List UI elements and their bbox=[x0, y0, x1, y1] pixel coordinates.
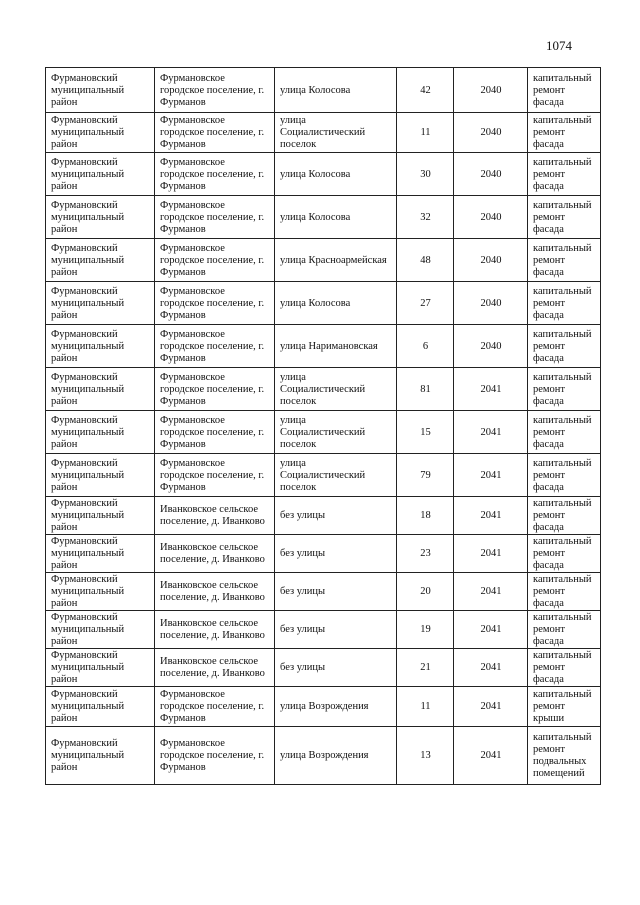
house-number-cell-text: 27 bbox=[420, 297, 431, 309]
table-row bbox=[46, 153, 601, 196]
district-cell-text: Фурмановский муниципальный район bbox=[51, 285, 125, 321]
district-cell bbox=[46, 153, 155, 196]
year-cell-text: 2041 bbox=[480, 586, 502, 597]
work-type-cell-text: капитальный ремонт фасада bbox=[533, 650, 592, 685]
work-type-cell-text: капитальный ремонт подвальных помещений bbox=[533, 732, 592, 779]
street-cell bbox=[275, 535, 397, 573]
year-cell bbox=[454, 282, 528, 325]
work-type-cell-text: капитальный ремонт фасада bbox=[533, 414, 592, 450]
street-cell bbox=[275, 153, 397, 196]
house-number-cell-text: 18 bbox=[420, 510, 431, 521]
year-cell-text: 2041 bbox=[480, 469, 502, 481]
district-cell-text: Фурмановский муниципальный район bbox=[51, 328, 125, 364]
district-cell bbox=[46, 113, 155, 153]
street-cell bbox=[275, 325, 397, 368]
work-type-cell bbox=[528, 687, 601, 727]
settlement-cell bbox=[155, 535, 275, 573]
year-cell bbox=[454, 239, 528, 282]
district-cell-text: Фурмановский муниципальный район bbox=[51, 72, 125, 108]
settlement-cell bbox=[155, 454, 275, 497]
year-cell-text: 2040 bbox=[480, 168, 502, 180]
house-number-cell-text: 15 bbox=[420, 426, 431, 438]
settlement-cell bbox=[155, 68, 275, 113]
settlement-cell bbox=[155, 687, 275, 727]
work-type-cell-text: капитальный ремонт фасада bbox=[533, 498, 592, 533]
work-type-cell bbox=[528, 239, 601, 282]
table-row bbox=[46, 239, 601, 282]
district-cell-text: Фурмановский муниципальный район bbox=[51, 738, 125, 773]
year-cell-text: 2041 bbox=[480, 750, 502, 761]
work-type-cell bbox=[528, 649, 601, 687]
street-cell bbox=[275, 282, 397, 325]
year-cell bbox=[454, 325, 528, 368]
table-row bbox=[46, 325, 601, 368]
house-number-cell-text: 79 bbox=[420, 469, 431, 481]
settlement-cell bbox=[155, 113, 275, 153]
table-row bbox=[46, 497, 601, 535]
house-number-cell bbox=[397, 649, 454, 687]
district-cell-text: Фурмановский муниципальный район bbox=[51, 199, 125, 235]
district-cell-text: Фурмановский муниципальный район bbox=[51, 156, 125, 192]
settlement-cell bbox=[155, 573, 275, 611]
year-cell-text: 2041 bbox=[480, 383, 502, 395]
district-cell-text: Фурмановский муниципальный район bbox=[51, 536, 125, 571]
house-number-cell-text: 11 bbox=[420, 701, 431, 712]
settlement-cell bbox=[155, 153, 275, 196]
settlement-cell-text: Фурмановское городское поселение, г. Фурманов bbox=[160, 689, 265, 724]
settlement-cell bbox=[155, 282, 275, 325]
year-cell-text: 2041 bbox=[480, 662, 502, 673]
house-number-cell bbox=[397, 113, 454, 153]
house-number-cell bbox=[397, 573, 454, 611]
house-number-cell-text: 13 bbox=[420, 750, 431, 761]
street-cell-text: без улицы bbox=[280, 510, 326, 521]
work-type-cell bbox=[528, 325, 601, 368]
street-cell bbox=[275, 454, 397, 497]
work-type-cell bbox=[528, 196, 601, 239]
work-type-cell bbox=[528, 727, 601, 785]
district-cell bbox=[46, 497, 155, 535]
year-cell bbox=[454, 573, 528, 611]
settlement-cell-text: Фурмановское городское поселение, г. Фурманов bbox=[160, 285, 265, 321]
settlement-cell-text: Фурмановское городское поселение, г. Фурманов bbox=[160, 156, 265, 192]
street-cell-text: без улицы bbox=[280, 548, 326, 559]
street-cell bbox=[275, 497, 397, 535]
year-cell bbox=[454, 727, 528, 785]
street-cell-text: улица Социалистический поселок bbox=[280, 371, 366, 407]
street-cell-text: улица Наримановская bbox=[280, 340, 378, 352]
year-cell bbox=[454, 497, 528, 535]
work-type-cell-text: капитальный ремонт крыши bbox=[533, 689, 592, 724]
work-type-cell-text: капитальный ремонт фасада bbox=[533, 115, 592, 150]
year-cell bbox=[454, 687, 528, 727]
settlement-cell bbox=[155, 239, 275, 282]
house-number-cell-text: 11 bbox=[420, 127, 431, 138]
house-number-cell-text: 32 bbox=[420, 211, 431, 223]
table-row bbox=[46, 573, 601, 611]
settlement-cell bbox=[155, 611, 275, 649]
table-row bbox=[46, 113, 601, 153]
street-cell-text: улица Колосова bbox=[280, 84, 351, 96]
settlement-cell bbox=[155, 649, 275, 687]
district-cell bbox=[46, 239, 155, 282]
settlement-cell bbox=[155, 196, 275, 239]
work-type-cell-text: капитальный ремонт фасада bbox=[533, 536, 592, 571]
year-cell-text: 2040 bbox=[480, 340, 502, 352]
house-number-cell bbox=[397, 687, 454, 727]
settlement-cell-text: Фурмановское городское поселение, г. Фурманов bbox=[160, 414, 265, 450]
district-cell bbox=[46, 325, 155, 368]
page-number: 1074 bbox=[546, 38, 572, 53]
settlement-cell bbox=[155, 325, 275, 368]
table-row bbox=[46, 649, 601, 687]
work-type-cell-text: капитальный ремонт фасада bbox=[533, 612, 592, 647]
year-cell-text: 2041 bbox=[480, 624, 502, 635]
year-cell-text: 2040 bbox=[480, 254, 502, 266]
district-cell bbox=[46, 368, 155, 411]
house-number-cell bbox=[397, 454, 454, 497]
house-number-cell bbox=[397, 368, 454, 411]
settlement-cell-text: Фурмановское городское поселение, г. Фурманов bbox=[160, 457, 265, 493]
work-type-cell bbox=[528, 611, 601, 649]
table-row bbox=[46, 282, 601, 325]
house-number-cell-text: 30 bbox=[420, 168, 431, 180]
district-cell-text: Фурмановский муниципальный район bbox=[51, 689, 125, 724]
work-type-cell bbox=[528, 368, 601, 411]
street-cell bbox=[275, 727, 397, 785]
work-type-cell bbox=[528, 68, 601, 113]
settlement-cell-text: Фурмановское городское поселение, г. Фурманов bbox=[160, 328, 265, 364]
street-cell-text: улица Социалистический поселок bbox=[280, 115, 366, 150]
house-number-cell bbox=[397, 239, 454, 282]
street-cell bbox=[275, 411, 397, 454]
settlement-cell bbox=[155, 411, 275, 454]
work-type-cell bbox=[528, 573, 601, 611]
street-cell-text: улица Возрождения bbox=[280, 750, 369, 761]
district-cell bbox=[46, 282, 155, 325]
settlement-cell-text: Фурмановское городское поселение, г. Фурманов bbox=[160, 115, 265, 150]
street-cell bbox=[275, 68, 397, 113]
year-cell bbox=[454, 196, 528, 239]
table-row bbox=[46, 368, 601, 411]
year-cell-text: 2041 bbox=[480, 548, 502, 559]
year-cell-text: 2040 bbox=[480, 297, 502, 309]
street-cell bbox=[275, 239, 397, 282]
year-cell bbox=[454, 153, 528, 196]
district-cell bbox=[46, 611, 155, 649]
house-number-cell bbox=[397, 325, 454, 368]
settlement-cell bbox=[155, 497, 275, 535]
work-type-cell bbox=[528, 113, 601, 153]
table-row bbox=[46, 535, 601, 573]
work-type-cell bbox=[528, 282, 601, 325]
settlement-cell-text: Фурмановское городское поселение, г. Фурманов bbox=[160, 738, 265, 773]
street-cell-text: улица Колосова bbox=[280, 211, 351, 223]
year-cell bbox=[454, 68, 528, 113]
table-row bbox=[46, 687, 601, 727]
street-cell bbox=[275, 573, 397, 611]
work-type-cell bbox=[528, 153, 601, 196]
district-cell-text: Фурмановский муниципальный район bbox=[51, 574, 125, 609]
year-cell-text: 2040 bbox=[480, 127, 502, 138]
house-number-cell bbox=[397, 282, 454, 325]
district-cell bbox=[46, 411, 155, 454]
year-cell bbox=[454, 368, 528, 411]
settlement-cell-text: Иванковское сельское поселение, д. Иванково bbox=[160, 656, 265, 679]
street-cell bbox=[275, 368, 397, 411]
district-cell-text: Фурмановский муниципальный район bbox=[51, 242, 125, 278]
work-type-cell-text: капитальный ремонт фасада bbox=[533, 371, 592, 407]
settlement-cell-text: Фурмановское городское поселение, г. Фурманов bbox=[160, 242, 265, 278]
district-cell bbox=[46, 196, 155, 239]
house-number-cell bbox=[397, 196, 454, 239]
house-number-cell bbox=[397, 153, 454, 196]
work-type-cell-text: капитальный ремонт фасада bbox=[533, 156, 592, 192]
table-row bbox=[46, 196, 601, 239]
street-cell-text: без улицы bbox=[280, 586, 326, 597]
work-type-cell-text: капитальный ремонт фасада bbox=[533, 457, 592, 493]
house-number-cell-text: 6 bbox=[422, 340, 429, 352]
year-cell bbox=[454, 411, 528, 454]
house-number-cell-text: 23 bbox=[420, 548, 431, 559]
work-type-cell bbox=[528, 497, 601, 535]
district-cell-text: Фурмановский муниципальный район bbox=[51, 650, 125, 685]
work-type-cell bbox=[528, 535, 601, 573]
district-cell bbox=[46, 649, 155, 687]
street-cell bbox=[275, 611, 397, 649]
district-cell bbox=[46, 535, 155, 573]
year-cell bbox=[454, 454, 528, 497]
table-row bbox=[46, 611, 601, 649]
settlement-cell-text: Иванковское сельское поселение, д. Иванково bbox=[160, 618, 265, 641]
district-cell-text: Фурмановский муниципальный район bbox=[51, 498, 125, 533]
district-cell bbox=[46, 573, 155, 611]
year-cell-text: 2040 bbox=[480, 84, 502, 96]
district-cell-text: Фурмановский муниципальный район bbox=[51, 371, 125, 407]
house-number-cell bbox=[397, 727, 454, 785]
house-number-cell-text: 19 bbox=[420, 624, 431, 635]
house-number-cell-text: 48 bbox=[420, 254, 431, 266]
house-number-cell-text: 21 bbox=[420, 662, 431, 673]
year-cell-text: 2041 bbox=[480, 701, 502, 712]
work-type-cell-text: капитальный ремонт фасада bbox=[533, 242, 592, 278]
district-cell bbox=[46, 727, 155, 785]
house-number-cell bbox=[397, 497, 454, 535]
district-cell-text: Фурмановский муниципальный район bbox=[51, 115, 125, 150]
house-number-cell bbox=[397, 68, 454, 113]
district-cell bbox=[46, 687, 155, 727]
work-type-cell-text: капитальный ремонт фасада bbox=[533, 328, 592, 364]
year-cell-text: 2041 bbox=[480, 510, 502, 521]
street-cell-text: без улицы bbox=[280, 624, 326, 635]
district-cell-text: Фурмановский муниципальный район bbox=[51, 457, 125, 493]
street-cell-text: улица Социалистический поселок bbox=[280, 414, 366, 450]
street-cell bbox=[275, 687, 397, 727]
street-cell-text: улица Красноармейская bbox=[280, 254, 387, 266]
house-number-cell-text: 20 bbox=[420, 586, 431, 597]
street-cell-text: улица Возрождения bbox=[280, 701, 369, 712]
year-cell-text: 2041 bbox=[480, 426, 502, 438]
settlement-cell-text: Фурмановское городское поселение, г. Фурманов bbox=[160, 199, 265, 235]
table-row bbox=[46, 68, 601, 113]
house-number-cell bbox=[397, 535, 454, 573]
district-cell bbox=[46, 454, 155, 497]
work-type-cell-text: капитальный ремонт фасада bbox=[533, 199, 592, 235]
settlement-cell bbox=[155, 727, 275, 785]
work-type-cell bbox=[528, 454, 601, 497]
year-cell bbox=[454, 113, 528, 153]
work-type-cell-text: капитальный ремонт фасада bbox=[533, 285, 592, 321]
street-cell bbox=[275, 649, 397, 687]
house-number-cell bbox=[397, 411, 454, 454]
settlement-cell-text: Иванковское сельское поселение, д. Иванково bbox=[160, 504, 265, 527]
street-cell-text: без улицы bbox=[280, 662, 326, 673]
work-type-cell bbox=[528, 411, 601, 454]
year-cell-text: 2040 bbox=[480, 211, 502, 223]
settlement-cell-text: Иванковское сельское поселение, д. Иванково bbox=[160, 580, 265, 603]
settlement-cell-text: Фурмановское городское поселение, г. Фурманов bbox=[160, 371, 265, 407]
settlement-cell-text: Фурмановское городское поселение, г. Фурманов bbox=[160, 72, 265, 108]
table-row bbox=[46, 411, 601, 454]
house-number-cell bbox=[397, 611, 454, 649]
work-type-cell-text: капитальный ремонт фасада bbox=[533, 574, 592, 609]
settlement-cell-text: Иванковское сельское поселение, д. Иванково bbox=[160, 542, 265, 565]
year-cell bbox=[454, 535, 528, 573]
work-type-cell-text: капитальный ремонт фасада bbox=[533, 72, 592, 108]
housing-repair-table bbox=[45, 67, 601, 785]
street-cell-text: улица Колосова bbox=[280, 168, 351, 180]
year-cell bbox=[454, 649, 528, 687]
street-cell-text: улица Колосова bbox=[280, 297, 351, 309]
street-cell bbox=[275, 113, 397, 153]
district-cell-text: Фурмановский муниципальный район bbox=[51, 612, 125, 647]
street-cell-text: улица Социалистический поселок bbox=[280, 457, 366, 493]
district-cell-text: Фурмановский муниципальный район bbox=[51, 414, 125, 450]
district-cell bbox=[46, 68, 155, 113]
house-number-cell-text: 42 bbox=[420, 84, 431, 96]
table-body bbox=[46, 68, 601, 785]
street-cell bbox=[275, 196, 397, 239]
settlement-cell bbox=[155, 368, 275, 411]
house-number-cell-text: 81 bbox=[420, 383, 431, 395]
table-row bbox=[46, 454, 601, 497]
table-row bbox=[46, 727, 601, 785]
year-cell bbox=[454, 611, 528, 649]
